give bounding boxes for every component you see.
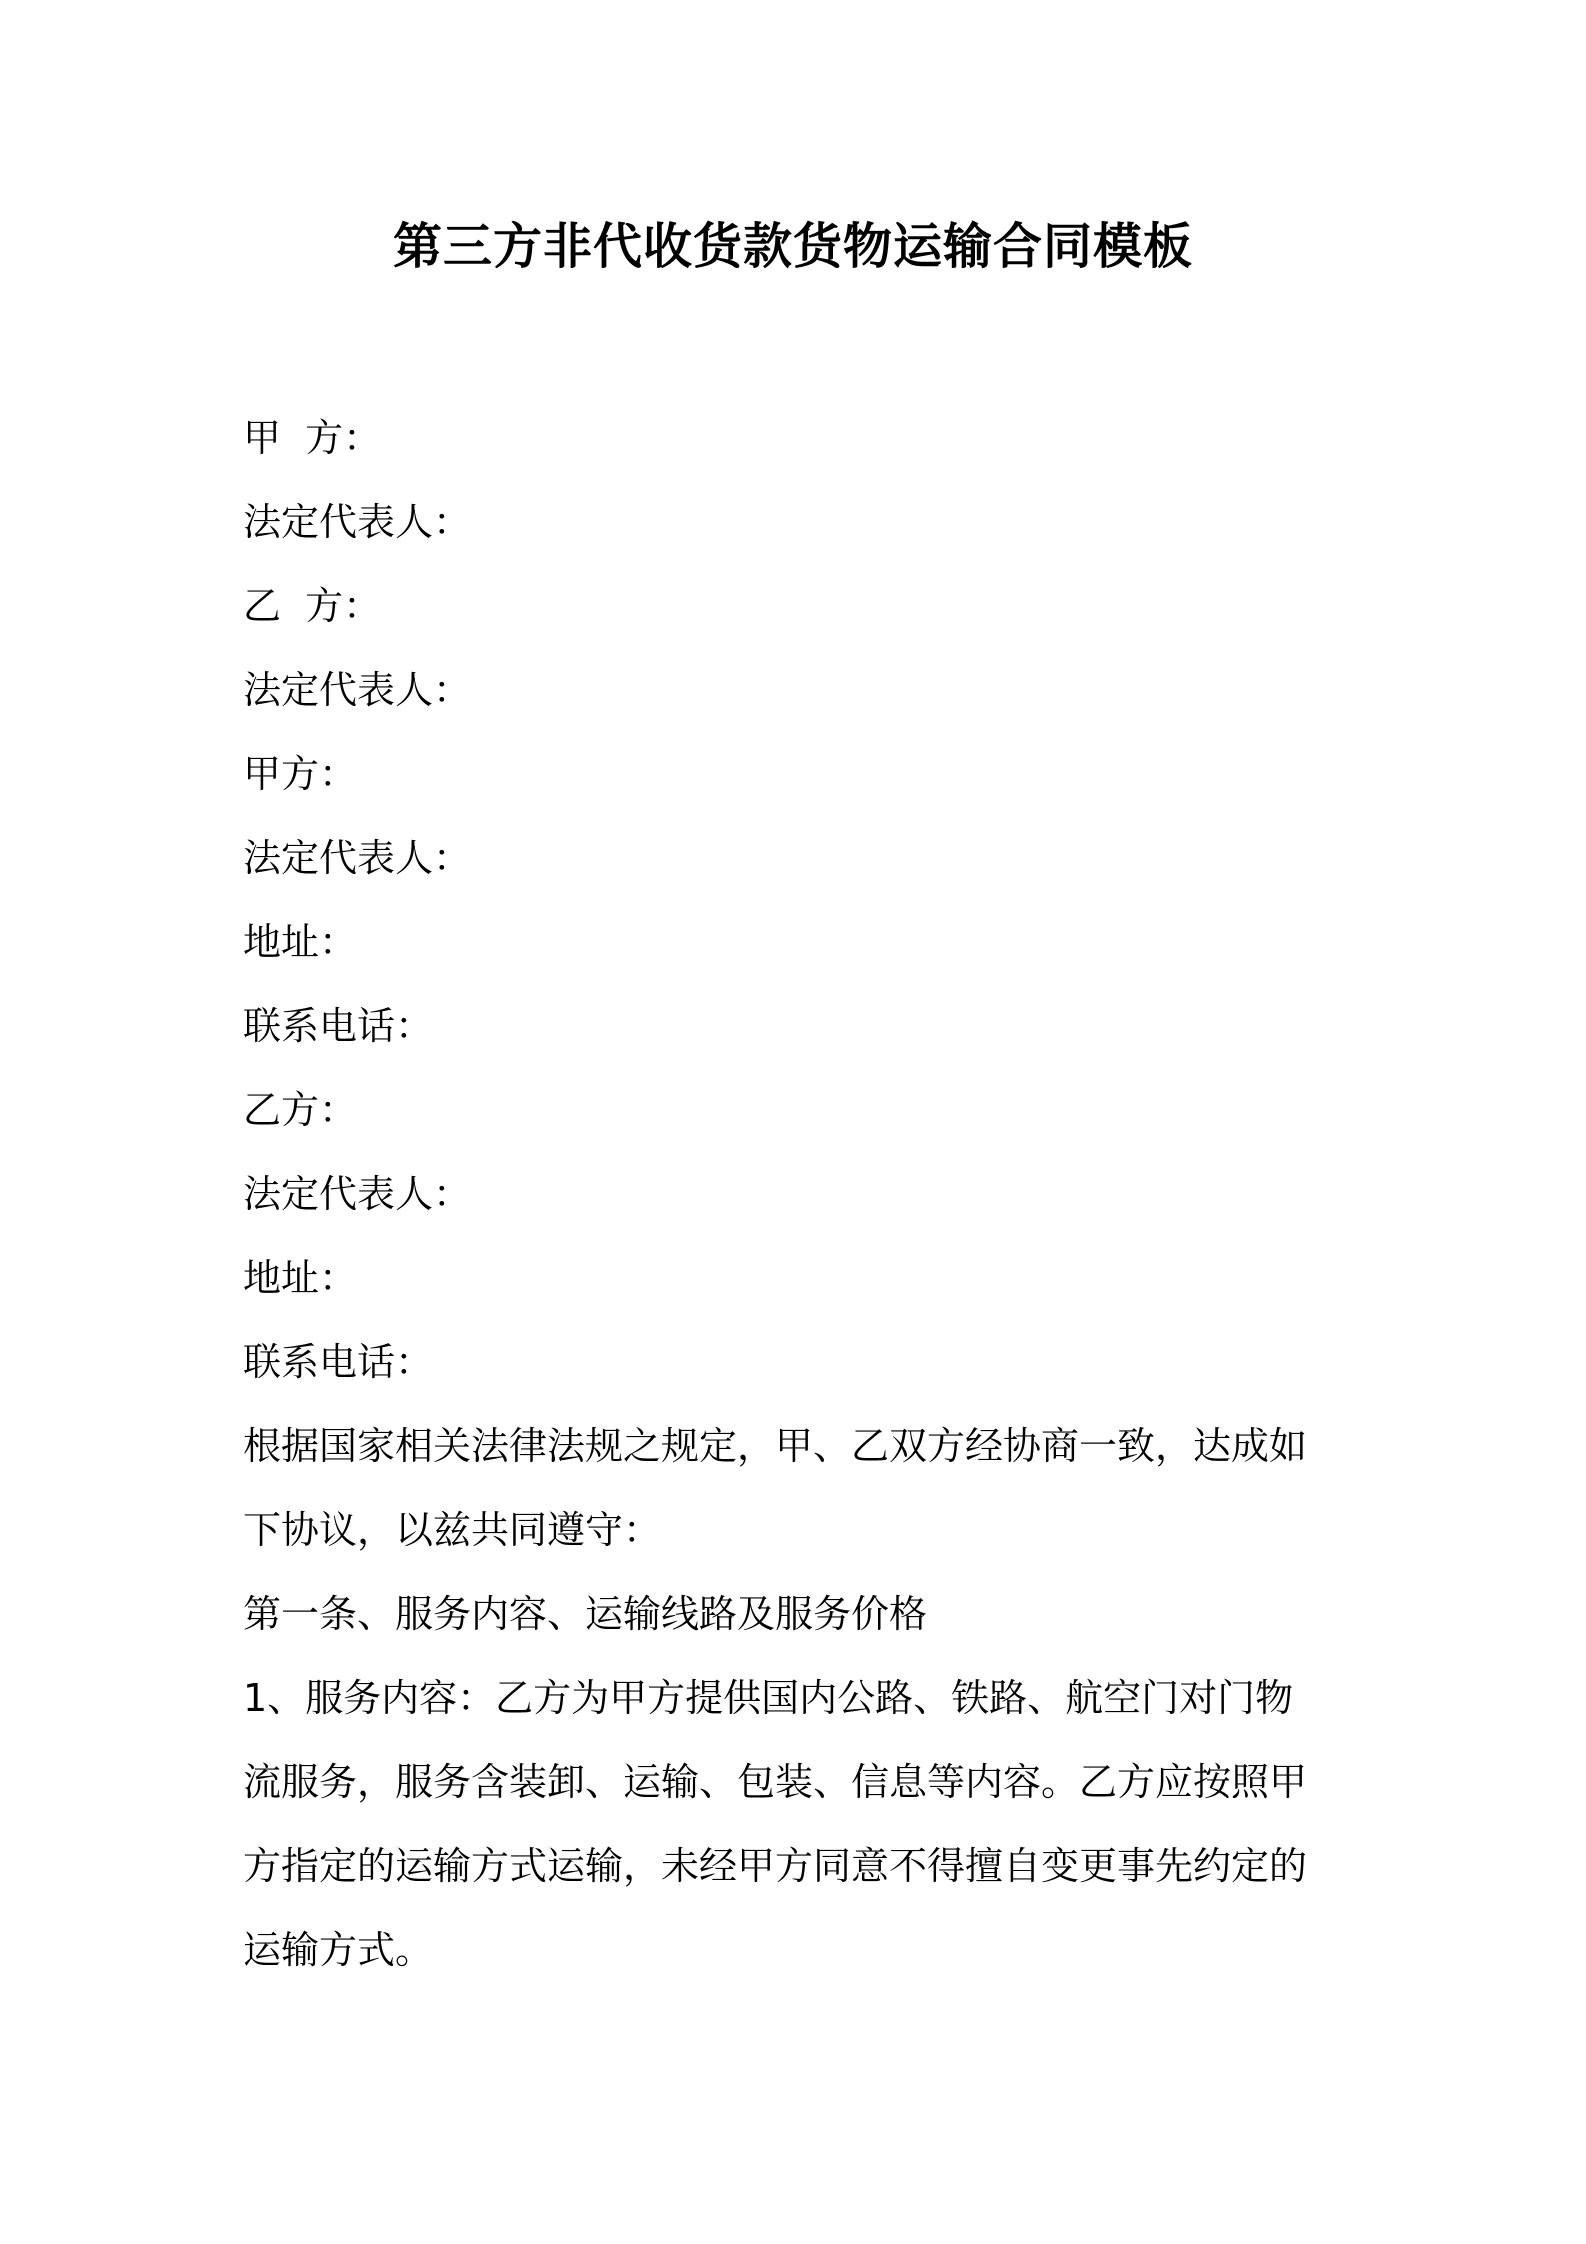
document-title: 第三方非代收货款货物运输合同模板 — [392, 218, 1193, 275]
party-b-field: 乙 方： — [243, 584, 382, 628]
party-b-detail-field: 乙方： — [243, 1088, 358, 1132]
clause-line: 方指定的运输方式运输，未经甲方同意不得擅自变更事先约定的 — [243, 1844, 1308, 1888]
party-a-detail-field: 甲方： — [243, 752, 358, 796]
article-1-heading: 第一条、服务内容、运输线路及服务价格 — [243, 1592, 928, 1636]
intro-line: 下协议，以兹共同遵守： — [243, 1508, 662, 1552]
clause-line: 运输方式。 — [243, 1928, 434, 1972]
party-a-address-field: 地址： — [243, 920, 358, 964]
document-body — [243, 396, 1363, 1992]
intro-paragraph — [243, 1404, 1363, 1572]
party-b-legal-rep-field: 法定代表人： — [243, 668, 472, 712]
party-a-legal-rep-field: 法定代表人： — [243, 500, 472, 544]
intro-line: 根据国家相关法律法规之规定，甲、乙双方经协商一致，达成如 — [243, 1424, 1308, 1468]
party-b-address-field: 地址： — [243, 1256, 358, 1300]
clause-1-paragraph — [243, 1656, 1363, 1992]
clause-line: 1、服务内容：乙方为甲方提供国内公路、铁路、航空门对门物 — [243, 1676, 1294, 1720]
party-b-phone-field: 联系电话： — [243, 1340, 434, 1384]
party-a-phone-field: 联系电话： — [243, 1004, 434, 1048]
party-b-detail-legal-rep-field: 法定代表人： — [243, 1172, 472, 1216]
party-a-field: 甲 方： — [243, 416, 382, 460]
clause-line: 流服务，服务含装卸、运输、包装、信息等内容。乙方应按照甲 — [243, 1760, 1308, 1804]
party-a-detail-legal-rep-field: 法定代表人： — [243, 836, 472, 880]
